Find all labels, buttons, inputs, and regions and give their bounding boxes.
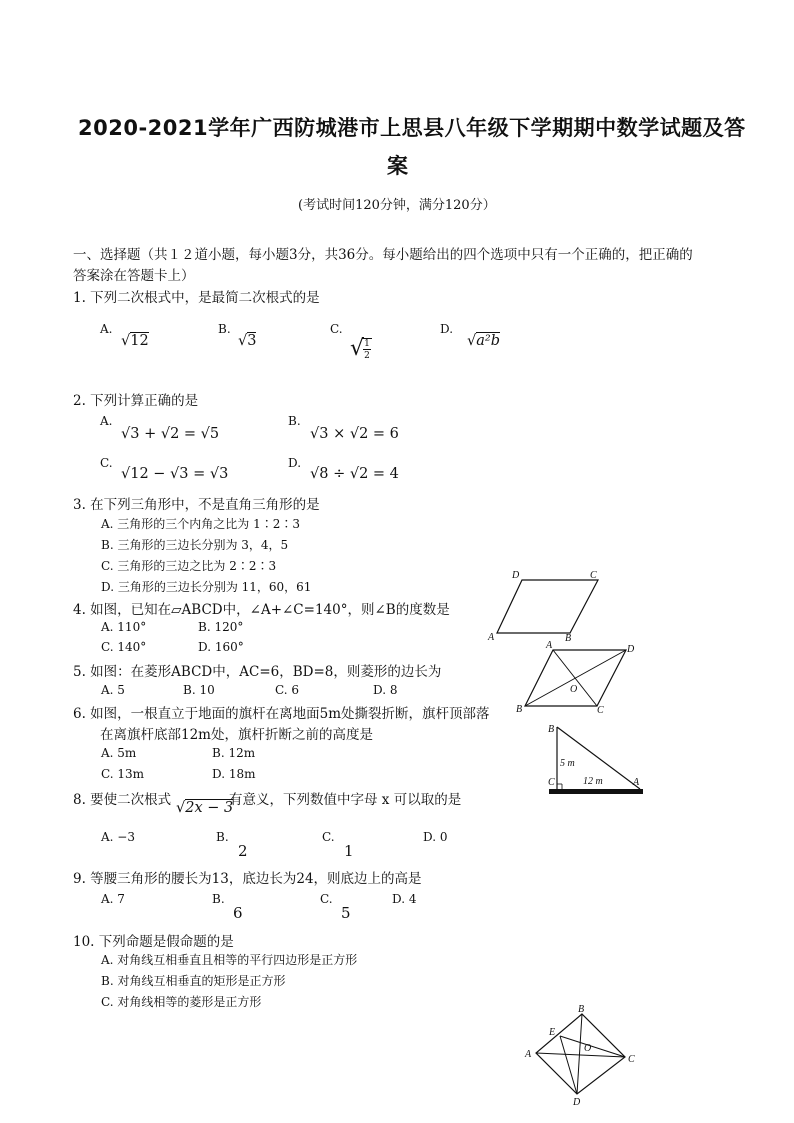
rhombus2-label-c: C <box>628 1054 635 1065</box>
flagpole-label-12m: 12 m <box>583 776 603 787</box>
q9-option-d: D. 4 <box>392 892 417 906</box>
flagpole-label-5m: 5 m <box>560 758 575 769</box>
q4-option-c: C. 140° <box>101 640 147 654</box>
rhombus2-label-d: D <box>573 1097 581 1108</box>
section-intro-line2: 答案涂在答题卡上） <box>73 268 195 284</box>
rhombus2-label-b: B <box>578 1004 585 1015</box>
q6-option-b: B. 12m <box>212 746 256 760</box>
q2-option-c-expr: √12 − √3 = √3 <box>121 466 229 482</box>
q1-option-c-num: 1 <box>362 338 372 349</box>
q10-stem: 10. 下列命题是假命题的是 <box>73 934 234 950</box>
rhombus-label-a: A <box>546 640 553 651</box>
rhombus-label-o: O <box>570 684 578 695</box>
q1-option-c-label: C. <box>330 322 343 336</box>
q3-option-c: C. 三角形的三边之比为 2∶2∶3 <box>101 559 277 573</box>
q8-option-d: D. 0 <box>423 830 448 844</box>
q4-option-d: D. 160° <box>198 640 244 654</box>
q6-option-d: D. 18m <box>212 767 256 781</box>
q1-option-b-math: √3 <box>238 333 257 349</box>
q10-option-c: C. 对角线相等的菱形是正方形 <box>101 995 262 1009</box>
q9-stem: 9. 等腰三角形的腰长为13，底边长为24，则底边上的高是 <box>73 871 422 887</box>
flagpole-label-a: A <box>633 777 640 788</box>
q10-option-a: A. 对角线互相垂直且相等的平行四边形是正方形 <box>101 953 358 967</box>
q2-option-d-expr: √8 ÷ √2 = 4 <box>310 466 399 482</box>
q9-option-c-value: 5 <box>341 904 351 922</box>
q2-stem: 2. 下列计算正确的是 <box>73 393 199 409</box>
exam-subtitle: (考试时间120分钟，满分120分） <box>298 198 496 213</box>
q5-option-c: C. 6 <box>275 683 300 697</box>
q8-option-c-label: C. <box>322 830 335 844</box>
page-title-line2: 案 <box>387 154 409 178</box>
flagpole-label-b: B <box>548 724 555 735</box>
rhombus2-label-e: E <box>549 1027 556 1038</box>
page-title-line1: 2020-2021学年广西防城港市上思县八年级下学期期中数学试题及答 <box>78 116 746 140</box>
q6-option-a: A. 5m <box>101 746 137 760</box>
q6-option-c: C. 13m <box>101 767 145 781</box>
rhombus-label-b: B <box>516 704 523 715</box>
parallelogram-label-c: C <box>590 570 597 581</box>
q5-option-a: A. 5 <box>101 683 125 697</box>
q1-option-c-radical: √ <box>350 336 365 361</box>
rhombus2-label-a: A <box>525 1049 532 1060</box>
q9-option-b-value: 6 <box>233 904 243 922</box>
q10-option-b: B. 对角线互相垂直的矩形是正方形 <box>101 974 286 988</box>
q6-stem-line1: 6. 如图，一根直立于地面的旗杆在离地面5m处撕裂折断，旗杆顶部落 <box>73 706 490 722</box>
rhombus-label-c: C <box>597 705 604 716</box>
q8-option-a: A. −3 <box>101 830 135 844</box>
q2-option-a-expr: √3 + √2 = √5 <box>121 426 220 442</box>
q1-option-c-den: 2 <box>364 351 370 361</box>
rhombus-label-d: D <box>627 644 635 655</box>
q9-option-c-label: C. <box>320 892 333 906</box>
q5-option-d: D. 8 <box>373 683 398 697</box>
q4-option-a: A. 110° <box>101 620 147 634</box>
q5-stem: 5. 如图：在菱形ABCD中，AC=6，BD=8，则菱形的边长为 <box>73 664 442 680</box>
q4-option-b: B. 120° <box>198 620 244 634</box>
q1-option-b-label: B. <box>218 322 231 336</box>
q1-option-a-math: √12 <box>121 333 149 349</box>
parallelogram-label-b: B <box>565 633 572 644</box>
q9-option-a: A. 7 <box>101 892 125 906</box>
q8-stem-post: 有意义，下列数值中字母 x 可以取的是 <box>229 792 462 808</box>
rhombus2-label-o: O <box>584 1043 592 1054</box>
q8-option-c-value: 1 <box>344 842 354 860</box>
q6-stem-line2: 在离旗杆底部12m处，旗杆折断之前的高度是 <box>100 727 373 743</box>
q2-option-c-label: C. <box>100 456 113 470</box>
q9-option-b-label: B. <box>212 892 225 906</box>
parallelogram-label-a: A <box>488 632 495 643</box>
q1-option-d-math: √a²b <box>467 333 500 349</box>
q8-option-b-value: 2 <box>238 842 248 860</box>
q2-option-b-label: B. <box>288 414 301 428</box>
q2-option-b-expr: √3 × √2 = 6 <box>310 426 399 442</box>
q2-option-a-label: A. <box>100 414 113 428</box>
q8-option-b-label: B. <box>216 830 229 844</box>
q1-option-a-label: A. <box>100 322 113 336</box>
q8-stem-pre: 8. 要使二次根式 <box>73 792 172 808</box>
q4-stem: 4. 如图，已知在▱ABCD中，∠A+∠C=140°，则∠B的度数是 <box>73 602 450 618</box>
q3-option-a: A. 三角形的三个内角之比为 1∶2∶3 <box>101 517 301 531</box>
q2-option-d-label: D. <box>288 456 302 470</box>
section-intro-line1: 一、选择题（共１２道小题，每小题3分，共36分。每小题给出的四个选项中只有一个正确的，把正确的 <box>73 247 693 263</box>
q3-option-d: D. 三角形的三边长分别为 11，60，61 <box>101 580 312 594</box>
q1-stem: 1. 下列二次根式中，是最简二次根式的是 <box>73 290 320 306</box>
q8-radical: √2x − 3 <box>176 800 234 816</box>
q3-stem: 3. 在下列三角形中，不是直角三角形的是 <box>73 497 320 513</box>
flagpole-label-c: C <box>548 777 555 788</box>
q3-option-b: B. 三角形的三边长分别为 3，4，5 <box>101 538 289 552</box>
q1-option-d-label: D. <box>440 322 454 336</box>
parallelogram-label-d: D <box>512 570 520 581</box>
q5-option-b: B. 10 <box>183 683 215 697</box>
